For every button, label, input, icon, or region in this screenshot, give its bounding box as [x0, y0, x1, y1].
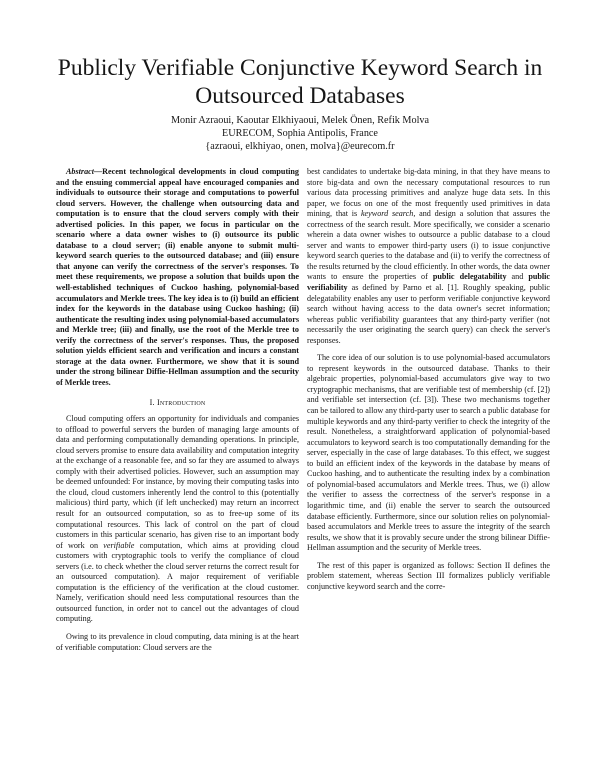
author-block: [0, 114, 600, 153]
paper-title: [0, 54, 600, 110]
right-paragraph-2: The core idea of our solution is to use polynomial-based accumulators to represent keywords in the outsourced database. Thanks to their algebraic properties, polynomial-based accumulators give way to two cryptographic mechanisms, that are verifiable test of membership (cf. [2]) and verifiable set intersection (cf. [3]). These two mechanisms together can be tailored to allow any third-party user to search a public database for multiple keywords and any third-party verifier to check the integrity of the result. Nonetheless, a straightforward application of polynomial-based accumulators to keyword search is too computationally demanding for the server, especially in the case of large databases. To this effect, we suggest to build an efficient index of the keywords in the database by means of Cuckoo hashing, and to authenticate the resulting index by a combination of polynomial-based accumulators and Merkle trees. Thus, we (i) allow the verifier to assess the correctness of the server's response in a logarithmic time, and (ii) enable the server to search the outsourced database efficiently. Furthermore, since our solution relies on polynomial-based accumulators and Merkle trees to assure the integrity of the search results, we show that it is provably secure under the strong bilinear Diffie-Hellman assumption and the security of Merkle trees.: [307, 353, 550, 553]
intro-p1-emphasis: verifiable: [103, 540, 135, 550]
right-p1-part-c: and: [506, 272, 529, 282]
author-affiliation: EURECOM, Sophia Antipolis, France: [222, 128, 378, 139]
intro-p1-part-b: computation, which aims at providing cloud customers with cryptographic tools to verify the compliance of cloud servers (i.e. to check whether the cloud server returns the correct result for an outsourced computation). A major requirement of verifiable computation is the efficiency of the verification at the cloud customer. Namely, verification should need less computational resources than the outsourced function, in order not to cancel out the advantages of cloud computing.: [56, 540, 299, 624]
author-names: Monir Azraoui, Kaoutar Elkhiyaoui, Melek Önen, Refik Molva: [170, 115, 430, 126]
right-p1-part-d: as defined by Parno et al. [1]. Roughly speaking, public delegatability enables any user to perform verifiable conjunctive keyword search without having access to the data owner's secret information; whereas public verifiability guarantees that any third-party verifier (not necessarily the user originating the search query) can check the server's responses.: [307, 283, 550, 345]
abstract-text: —Recent technological developments in cloud computing and the ensuing commercial appeal have encouraged companies and individuals to outsource their storage and computations to powerful cloud servers. However, the challenge when outsourcing data and computation is to ensure that the cloud servers comply with their advertised policies. In this paper, we focus in particular on the scenario where a data owner wishes to (i) outsource its public database to a cloud server; (ii) enable anyone to submit multi-keyword search queries to the outsourced database; and (iii) ensure that anyone can verify the correctness of the server's responses. To meet these requirements, we propose a solution that builds upon the well-established techniques of Cuckoo hashing, polynomial-based accumulators and Merkle trees. The key idea is to (i) build an efficient index for the keywords in the database using Cuckoo hashing; (ii) authenticate the resulting index using polynomial-based accumulators and Merkle tree; (iii) and finally, use the root of the Merkle tree to verify the correctness of the server's responses. Thus, the proposed solution yields efficient search and verification and incurs a constant storage at the data owner. Furthermore, we show that it is sound under the strong bilinear Diffie-Hellman assumption and the security of Merkle trees.: [56, 167, 299, 387]
public-verifiability-term: public verifiability: [307, 272, 550, 293]
public-delegatability-term: public delegatability: [432, 272, 507, 282]
section-title: Introduction: [156, 398, 206, 408]
right-p1-part-a: best candidates to undertake big-data mining, in that they have means to store big-data and own the necessary computational resources to run various data processing primitives and analyze huge data sets. In this paper, we focus on one of the most frequently used primitives in data mining, that is: [307, 167, 550, 219]
intro-p1-part-a: Cloud computing offers an opportunity for individuals and companies to offload to powerful servers the burden of managing large amounts of data and performing computationally demanding operations. In principle, cloud servers promise to ensure data availability and computation integrity at the exchange of a reasonable fee, and so far they are assumed to always comply with their advertised policies. However, such an assumption may be deemed unfounded: For instance, by moving their computing tasks into the cloud, cloud customers inherently lend the control to this (potentially malicious) third party, which (if left unchecked) may return an incorrect result for an outsourced computation, so as to free-up some of its computational resources. This lack of control on the part of cloud customers in this particular scenario, has given rise to an important body of work on: [56, 414, 300, 550]
right-p1-emphasis: keyword search: [360, 209, 414, 219]
right-paragraph-3: The rest of this paper is organized as follows: Section II defines the problem statement, whereas Section III formalizes publicly verifiable conjunctive keyword search and the corre-: [307, 560, 550, 591]
title-line-1: Publicly Verifiable Conjunctive Keyword Search in: [57, 55, 543, 81]
section-heading: [56, 398, 299, 409]
author-emails: {azraoui, elkhiyao, onen, molva}@eurecom.fr: [205, 141, 395, 152]
abstract: [56, 167, 299, 388]
intro-paragraph-2: Owing to its prevalence in cloud computing, data mining is at the heart of verifiable computation: Cloud servers are the: [56, 631, 299, 652]
title-line-2: Outsourced Databases: [195, 83, 405, 109]
right-paragraph-1: [307, 167, 550, 346]
right-column: [307, 167, 550, 592]
section-number: I.: [149, 398, 155, 408]
intro-paragraph-1: [56, 414, 299, 625]
left-column: [56, 167, 299, 653]
right-p1-part-b: , and design a solution that assures the correctness of the search result. More specifically, we consider a scenario wherein a data owner wishes to outsource a public database to a cloud server and wants to empower third-party users (i) to issue conjunctive keyword search queries to the database and (ii) to verify the correctness of the results returned by the cloud efficiently. In other words, the data owner wants to ensure the properties of: [307, 209, 551, 282]
abstract-label: Abstract: [66, 167, 94, 176]
